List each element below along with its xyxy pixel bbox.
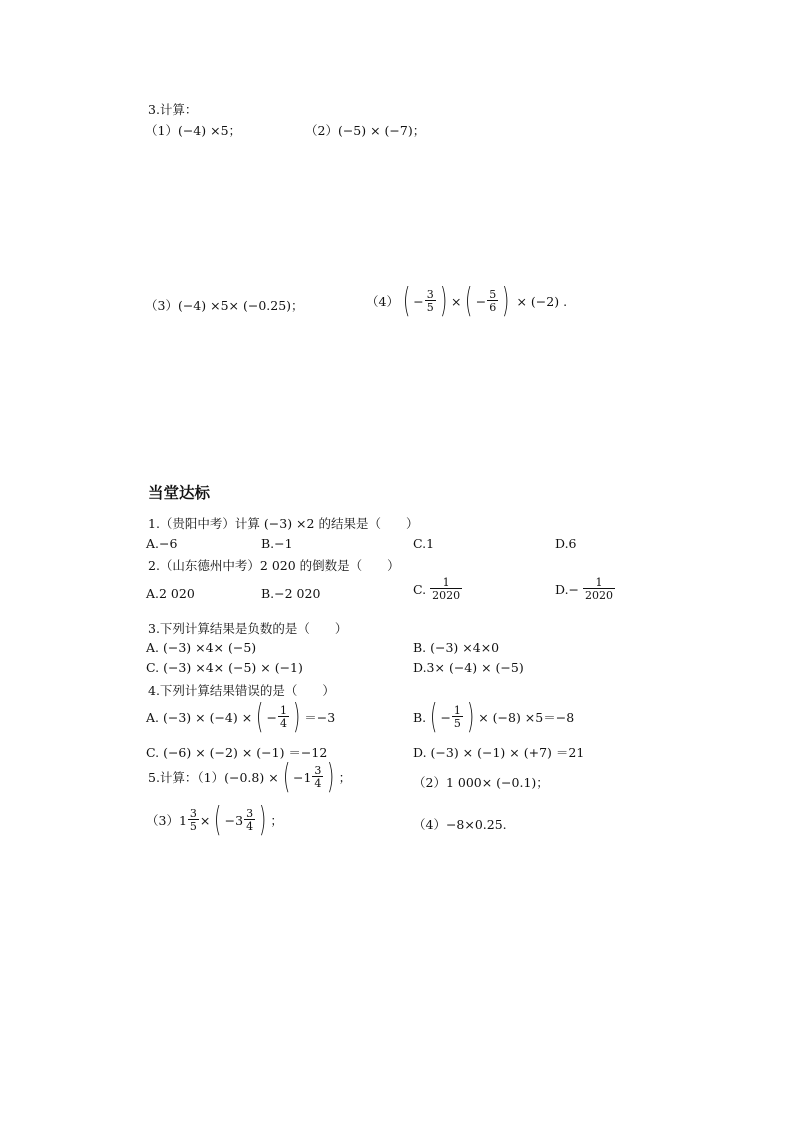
- fraction: [487, 289, 498, 313]
- denominator: 6: [489, 301, 497, 315]
- q1-option-b: B.−1: [261, 536, 293, 551]
- numerator: 1: [595, 576, 603, 589]
- problem-4-tail: × (−2) .: [516, 293, 568, 309]
- q5-stem: 5.计算：（1）(−0.8) ×: [148, 770, 279, 786]
- q5-p1-tail: ；: [338, 770, 352, 786]
- denominator: 4: [279, 717, 287, 731]
- q2-stem: 2.（山东德州中考）2 020 的倒数是（ ）: [148, 558, 400, 573]
- numerator: 3: [189, 807, 197, 821]
- whole-part: 3: [235, 812, 244, 828]
- q5-problem-3: [146, 800, 283, 840]
- fraction: [452, 705, 463, 729]
- q2-option-a: A.2 020: [146, 586, 195, 601]
- times-sign: ×: [450, 293, 462, 309]
- q2-option-b: B.−2 020: [261, 586, 321, 601]
- option-tail: × (−8) ×5＝−8: [478, 710, 575, 726]
- option-prefix: D.−: [555, 581, 580, 597]
- paren-group: ( − 1 $\frac{3}{4}$ ): [282, 757, 335, 797]
- denominator: 2020: [432, 589, 461, 602]
- option-prefix: B.: [413, 709, 427, 725]
- problem-2: （2）(−5) × (−7)；: [305, 123, 426, 138]
- fraction: [425, 289, 436, 313]
- option-prefix: A. (−3) × (−4) ×: [146, 709, 253, 725]
- denominator: 4: [246, 820, 254, 834]
- q4-option-b: [413, 697, 575, 737]
- paren-group: ( − $\frac{1}{4}$ ): [256, 697, 301, 737]
- q4-option-c: C. (−6) × (−2) × (−1) ＝−12: [146, 745, 328, 760]
- denominator: 5: [453, 717, 461, 731]
- q3-option-c: C. (−3) ×4× (−5) × (−1): [146, 660, 303, 675]
- q4-option-a: [146, 697, 336, 737]
- denominator: 5: [426, 301, 434, 315]
- whole-part: 1: [303, 769, 312, 785]
- option-prefix: C.: [413, 581, 427, 597]
- numerator: 5: [489, 288, 497, 302]
- q3-option-d: D.3× (−4) × (−5): [413, 660, 524, 675]
- denominator: 2020: [585, 589, 614, 602]
- fraction: [583, 577, 615, 601]
- option-tail: ＝−3: [304, 710, 336, 726]
- paren-group: ( − $\frac{1}{5}$ ): [430, 697, 475, 737]
- problem-1: （1）(−4) ×5；: [145, 123, 242, 138]
- section-heading: 当堂达标: [148, 484, 211, 502]
- q1-option-c: C.1: [413, 536, 435, 551]
- paren-group: ( − 3 $\frac{3}{4}$ ): [214, 800, 267, 840]
- denominator: 4: [314, 777, 322, 791]
- q1-option-d: D.6: [555, 536, 577, 551]
- whole-part: 1: [178, 812, 187, 828]
- problem-3: （3）(−4) ×5× (−0.25)；: [145, 298, 304, 313]
- q5-p3-tail: ；: [270, 813, 283, 829]
- q5-problem-4: （4）−8×0.25.: [413, 817, 507, 832]
- sign: −: [292, 769, 304, 785]
- numerator: 3: [314, 764, 322, 778]
- sign: −: [266, 709, 277, 725]
- q2-option-c: [413, 577, 463, 601]
- q4-option-d: D. (−3) × (−1) × (+7) ＝21: [413, 745, 585, 760]
- fraction: [312, 765, 323, 789]
- q3-option-a: A. (−3) ×4× (−5): [146, 640, 257, 655]
- denominator: 5: [189, 820, 197, 834]
- q5-line-1: [148, 757, 352, 797]
- q4-stem: 4.下列计算结果错误的是（ ）: [148, 683, 335, 698]
- problem-4-label: （4）: [366, 294, 399, 310]
- q5-problem-2: （2）1 000× (−0.1)；: [413, 775, 549, 790]
- sign: −: [224, 812, 236, 828]
- numerator: 3: [426, 288, 434, 302]
- q1-stem: 1.（贵阳中考）计算 (−3) ×2 的结果是（ ）: [148, 516, 419, 531]
- q3-option-b: B. (−3) ×4×0: [413, 640, 500, 655]
- paren-group-2: ( − $\frac{5}{6}$ ): [465, 281, 510, 321]
- fraction: [278, 705, 289, 729]
- problem-4: [366, 281, 568, 321]
- sign: −: [475, 293, 487, 309]
- fraction: [244, 808, 255, 832]
- numerator: 1: [453, 704, 461, 718]
- fraction: [188, 808, 199, 832]
- q1-option-a: A.−6: [146, 536, 178, 551]
- q3-stem: 3.下列计算结果是负数的是（ ）: [148, 621, 348, 636]
- fraction: [430, 577, 462, 601]
- numerator: 3: [246, 807, 254, 821]
- numerator: 1: [442, 576, 450, 589]
- section-3-title: 3.计算：: [148, 102, 198, 117]
- paren-group-1: ( − $\frac{3}{5}$ ): [402, 281, 447, 321]
- times-sign: ×: [199, 812, 211, 828]
- q5-p3-label: （3）: [146, 813, 179, 829]
- sign: −: [440, 709, 451, 725]
- sign: −: [413, 293, 424, 309]
- numerator: 1: [279, 704, 287, 718]
- q2-option-d: [555, 577, 616, 601]
